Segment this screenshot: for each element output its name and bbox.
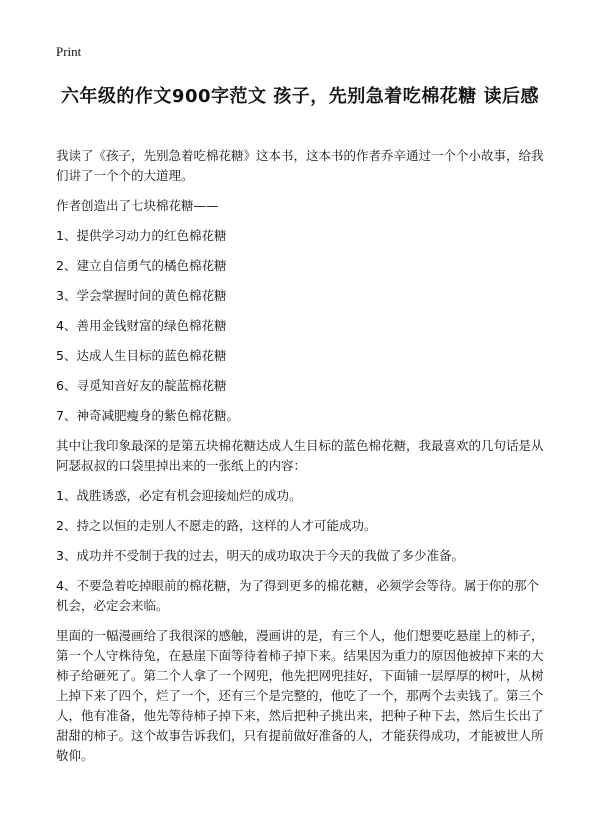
candy-list — [56, 226, 548, 426]
list-item: 1、战胜诱惑，必定有机会迎接灿烂的成功。 — [56, 488, 302, 503]
list-item: 3、成功并不受制于我的过去，明天的成功取决于今天的我做了多少准备。 — [56, 548, 464, 563]
list-item: 1、提供学习动力的红色棉花糖 — [56, 228, 227, 243]
list-item: 4、善用金钱财富的绿色棉花糖 — [56, 318, 227, 333]
list-item: 6、寻觅知音好友的靛蓝棉花糖 — [56, 378, 227, 393]
list-item: 4、不要急着吃掉眼前的棉花糖，为了得到更多的棉花糖，必须学会等待。属于你的那个机会，必定会来临。 — [56, 578, 539, 613]
list-item: 5、达成人生目标的蓝色棉花糖 — [56, 348, 227, 363]
article-body — [56, 146, 548, 776]
page-title: 六年级的作文900字范文 孩子，先别急着吃棉花糖 读后感 — [60, 86, 540, 107]
candies-lead: 作者创造出了七块棉花糖—— — [56, 198, 219, 213]
list-item: 2、建立自信勇气的橘色棉花糖 — [56, 258, 227, 273]
intro-paragraph: 我读了《孩子，先别急着吃棉花糖》这本书，这本书的作者乔辛通过一个个小故事，给我们讲了一个个的大道理。 — [56, 148, 544, 183]
list-item: 2、持之以恒的走别人不愿走的路，这样的人才可能成功。 — [56, 518, 377, 533]
quote-list — [56, 486, 548, 616]
impression-paragraph: 其中让我印象最深的是第五块棉花糖达成人生目标的蓝色棉花糖，我最喜欢的几句话是从阿瑟叔叔的口袋里掉出来的一张纸上的内容： — [56, 438, 544, 473]
list-item: 7、神奇减肥瘦身的紫色棉花糖。 — [56, 408, 239, 423]
list-item: 3、学会掌握时间的黄色棉花糖 — [56, 288, 227, 303]
print-link[interactable]: Print — [56, 44, 82, 59]
story-paragraph: 里面的一幅漫画给了我很深的感触，漫画讲的是，有三个人，他们想要吃悬崖上的柿子，第一个人守株待兔，在悬崖下面等待着柿子掉下来。结果因为重力的原因他被掉下来的大柿子给砸死了。第二个人拿了一个网兜，他先把网兜挂好，下面铺一层厚厚的树叶，从树上掉下来了四个，烂了一个，还有三个是完整的，他吃了一个，那两个去卖钱了。第三个人，他有准备，他先等待柿子掉下来，然后把种子挑出来，把种子种下去，然后生长出了甜甜的柿子。这个故事告诉我们，只有提前做好准备的人，才能获得成功，才能被世人所敬仰。 — [56, 628, 544, 763]
